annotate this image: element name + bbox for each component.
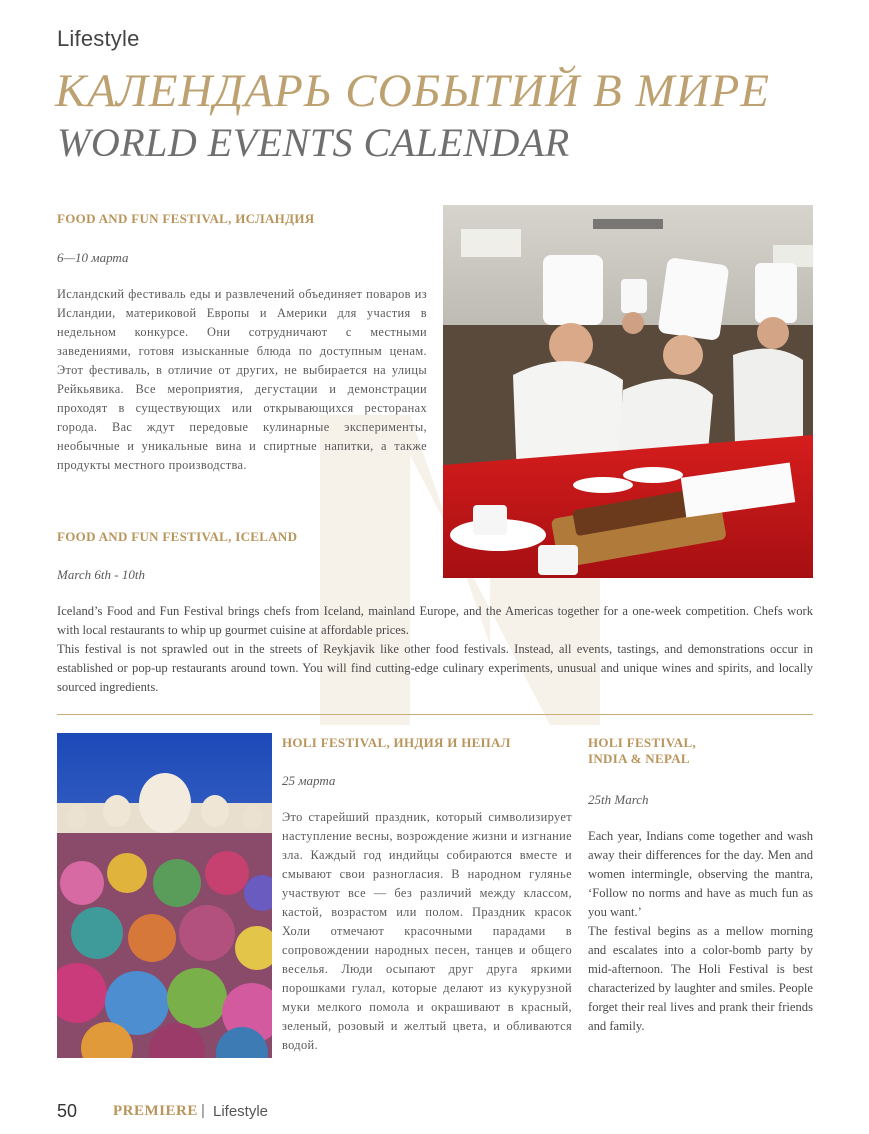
food-festival-body-en xyxy=(57,602,813,697)
holi-date-en: 25th March xyxy=(588,792,649,807)
food-festival-body-en-p2: This festival is not sprawled out in the streets of Reykjavik like other food festivals. Instead, all events, tastings, and demonstrations occur in established or pop-up restaurants around town. You will find cutting-edge culinary experiments, unusual and unique wines and spirits, and locally sourced ingredients. xyxy=(57,642,813,694)
food-festival-heading-ru: FOOD AND FUN FESTIVAL, ИСЛАНДИЯ xyxy=(57,211,315,226)
food-festival-date-ru: 6—10 марта xyxy=(57,250,129,265)
holi-heading-ru: HOLI FESTIVAL, ИНДИЯ И НЕПАЛ xyxy=(282,735,511,750)
page-title-ru: КАЛЕНДАРЬ СОБЫТИЙ В МИРЕ xyxy=(55,65,771,117)
footer-separator: | xyxy=(201,1102,205,1119)
holi-date-ru: 25 марта xyxy=(282,773,336,788)
footer-section-label: Lifestyle xyxy=(213,1103,269,1120)
section-divider xyxy=(57,714,813,715)
holi-heading-en xyxy=(588,735,696,767)
section-label: Lifestyle xyxy=(57,26,140,51)
holi-body-en xyxy=(588,827,813,1036)
holi-heading-en-line1: HOLI FESTIVAL, xyxy=(588,735,696,750)
food-festival-date-en: March 6th - 10th xyxy=(57,567,145,582)
food-festival-heading-en: FOOD AND FUN FESTIVAL, ICELAND xyxy=(57,529,298,544)
food-festival-body-en-p1: Iceland’s Food and Fun Festival brings chefs from Iceland, mainland Europe, and the Americas together for a one-week competition. Chefs work with local restaurants to whip up gourmet cuisine at affordable prices. xyxy=(57,604,813,637)
page-title-en: WORLD EVENTS CALENDAR xyxy=(57,120,570,165)
holi-body-ru: Это старейший праздник, который символизирует наступление весны, возрождение жизни и изгнание зла. Каждый год индийцы собираются вместе и смывают свои разногласия. В народном гулянье участвуют все — без различий между классом, кастой, возрастом или полом. Праздник красок Холи отмечают красочными парадами в сопровождении народных песен, танцев и общего веселья. Люди осыпают друг друга яркими порошками гулал, которые делают из кукурузной муки мелкого помола и окрашивают в красный, зеленый, розовый и желтый цвета, и обливаются водой. xyxy=(282,810,572,1052)
holi-body-en-p2: The festival begins as a mellow morning and escalates into a color-bomb party by mid-afternoon. The Holi Festival is best characterized by laughter and smiles. People forget their real lives and prank their friends and family. xyxy=(588,924,813,1033)
holi-photo xyxy=(57,733,272,1058)
chefs-photo xyxy=(443,205,813,578)
holi-body-en-p1: Each year, Indians come together and wash away their differences for the day. Men and women intermingle, observing the mantra, ‘Follow no norms and have as much fun as you want.’ xyxy=(588,829,813,919)
food-festival-body-ru: Исландский фестиваль еды и развлечений объединяет поваров из Исландии, материковой Европы и Америки для участия в недельном конкурсе. Они сотрудничают с местными заведениями, готовя изысканные блюда по доступным ценам. Этот фестиваль, в отличие от других, не выбирается на улицы Рейкьявика. Все мероприятия, дегустации и демонстрации проходят в существующих или открывающихся ресторанах города. Вас ждут передовые кулинарные эксперименты, необычные и уникальные вина и спиртные напитки, а также продукты местного производства. xyxy=(57,287,427,472)
holi-heading-en-line2: INDIA & NEPAL xyxy=(588,751,690,766)
magazine-brand: PREMIERE xyxy=(113,1103,198,1119)
page-number: 50 xyxy=(57,1101,78,1121)
